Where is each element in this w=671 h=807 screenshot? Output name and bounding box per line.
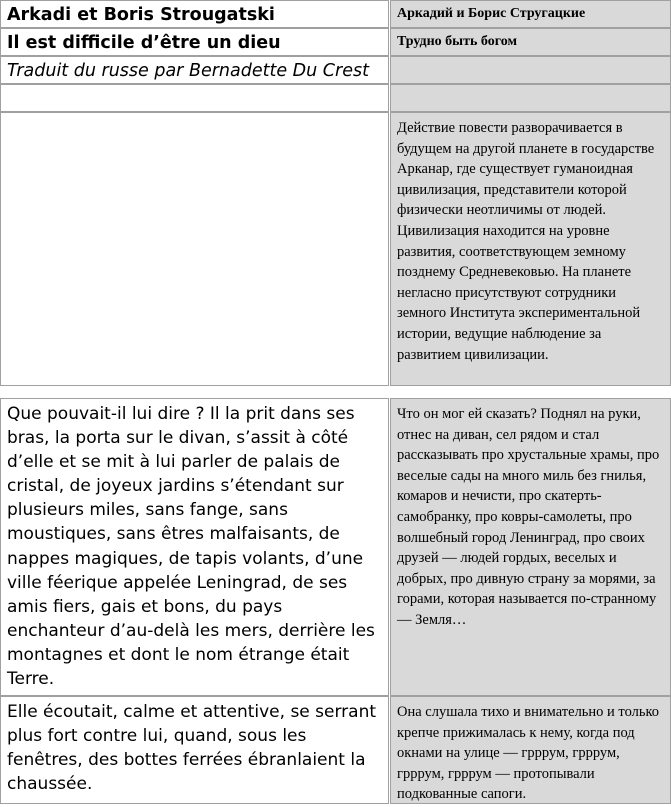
passage-1-ru: Что он мог ей сказать? Поднял на руки, отнес на диван, сел рядом и стал рассказывать про хрустальные храмы, про веселые сады на много миль без гнилья, комаров и нечисти, про скатерть-самобранку, про ковры-самолеты, про волшебный город Ленинград, про своих друзей — людей гордых, веселых и добрых, про дивную страну за морями, за горами, которая называется по-странному — Земля…	[397, 406, 660, 628]
passage-1-ru-cell	[390, 398, 671, 696]
passage-1-fr-cell	[0, 398, 389, 696]
empty-fr-cell	[0, 84, 389, 112]
title-fr: Il est difficile d’être un dieu	[7, 33, 281, 53]
passage-2-ru: Она слушала тихо и внимательно и только крепче прижималась к нему, когда под окнами на улице — грррум, грррум, грррум, грррум — протопывали подкованные сапоги.	[397, 704, 660, 803]
intro-ru: Действие повести разворачивается в будущем на другой планете в государстве Арканар, где существует гуманоидная цивилизация, представители которой физически неотличимы от людей. Цивилизация находится на уровне развития, соответствующем земному позднему Средневековью. На планете негласно присутствуют сотрудники земного Института экспериментальной истории, ведущие наблюдение за развитием цивилизации.	[397, 120, 655, 363]
intro-fr-cell-empty	[0, 112, 389, 386]
translator-row	[0, 56, 671, 84]
translator-fr: Traduit du russe par Bernadette Du Crest	[7, 61, 369, 81]
intro-row	[0, 112, 671, 386]
passage-1-fr: Que pouvait-il lui dire ? Il la prit dans ses bras, la porta sur le divan, s’assit à côté d’elle et se mit à lui parler de palais de cristal, de joyeux jardins s’étendant sur plusieurs miles, sans fange, sans moustiques, sans êtres malfaisants, de nappes magiques, de tapis volants, d’une ville féerique appelée Leningrad, de ses amis fiers, gais et bons, du pays enchanteur d’au-delà les mers, derrière les montagnes et dont le nom étrange était Terre.	[7, 404, 375, 690]
section-gap	[0, 386, 671, 398]
empty-ru-cell	[390, 84, 671, 112]
author-ru-cell	[390, 0, 671, 28]
passage-2-fr-cell	[0, 696, 389, 804]
title-ru-cell	[390, 28, 671, 56]
empty-row	[0, 84, 671, 112]
title-fr-cell	[0, 28, 389, 56]
passage-2-ru-cell	[390, 696, 671, 804]
author-row	[0, 0, 671, 28]
intro-ru-cell	[390, 112, 671, 386]
passage-row-1	[0, 398, 671, 696]
title-ru: Трудно быть богом	[397, 34, 517, 49]
author-fr: Arkadi et Boris Strougatski	[7, 5, 275, 25]
title-row	[0, 28, 671, 56]
author-ru: Аркадий и Борис Стругацкие	[397, 6, 586, 21]
passage-row-2	[0, 696, 671, 804]
translator-ru-cell-empty	[390, 56, 671, 84]
translator-fr-cell	[0, 56, 389, 84]
author-fr-cell	[0, 0, 389, 28]
passage-2-fr: Elle écoutait, calme et attentive, se serrant plus fort contre lui, quand, sous les fenêtres, des bottes ferrées ébranlaient la chaussée.	[7, 702, 377, 795]
